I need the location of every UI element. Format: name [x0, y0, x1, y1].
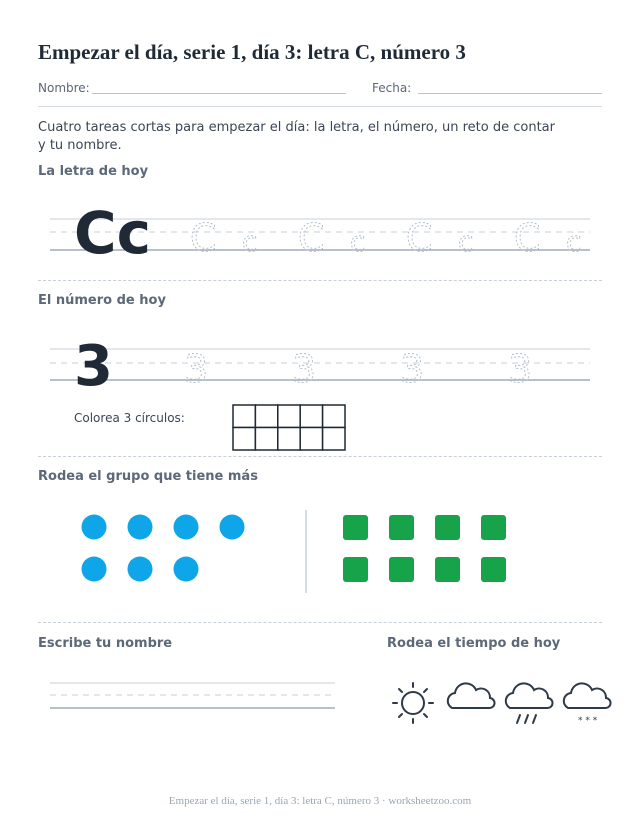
page-title: Empezar el día, serie 1, día 3: letra C, número 3: [38, 40, 466, 64]
ten-frame-cell[interactable]: [255, 428, 277, 451]
svg-text:* * *: * * *: [578, 716, 598, 726]
trace-number: 3: [400, 347, 425, 390]
number-model: 3: [74, 334, 113, 390]
section-divider-3: [38, 622, 602, 623]
color-prompt: Colorea 3 círculos:: [74, 411, 185, 425]
group-b-square: [435, 557, 460, 582]
section-divider-2: [38, 456, 602, 457]
intro-text: Cuatro tareas cortas para empezar el día: la letra, el número, un reto de contar y tu nombre.: [38, 120, 555, 153]
ten-frame-cell[interactable]: [255, 405, 277, 428]
name-heading: Escribe tu nombre: [38, 636, 173, 651]
group-a[interactable]: [82, 515, 245, 582]
compare-area: [0, 500, 640, 600]
ten-frame-cell[interactable]: [300, 428, 322, 451]
group-a-circle: [128, 515, 153, 540]
compare-heading: Rodea el grupo que tiene más: [38, 469, 258, 484]
group-a-circle: [220, 515, 245, 540]
ten-frame-cell[interactable]: [323, 428, 345, 451]
group-a-circle: [128, 557, 153, 582]
trace-letter: c: [458, 225, 474, 258]
date-label: Fecha:: [372, 81, 412, 95]
trace-letter: C: [190, 216, 217, 260]
sun-icon[interactable]: [393, 683, 433, 723]
letter-tracing-area[interactable]: [0, 195, 640, 270]
ten-frame-cell[interactable]: [233, 428, 255, 451]
trace-letter: c: [566, 225, 582, 258]
weather-heading: Rodea el tiempo de hoy: [387, 636, 561, 651]
trace-letter: C: [406, 216, 433, 260]
number-heading: El número de hoy: [38, 293, 166, 308]
letter-heading: La letra de hoy: [38, 164, 149, 179]
section-divider-1: [38, 280, 602, 281]
header-divider: [38, 106, 602, 107]
trace-letter: c: [350, 225, 366, 258]
group-b-square: [389, 557, 414, 582]
cloud-icon[interactable]: [448, 683, 495, 708]
ten-frame-cell[interactable]: [278, 428, 300, 451]
rain-cloud-icon[interactable]: [506, 683, 553, 723]
ten-frame-cell[interactable]: [300, 405, 322, 428]
ten-frame-cell[interactable]: [323, 405, 345, 428]
ten-frame[interactable]: [232, 404, 346, 452]
group-b-square: [481, 515, 506, 540]
trace-number: 3: [184, 347, 209, 390]
group-a-circle: [174, 515, 199, 540]
group-a-circle: [82, 557, 107, 582]
date-line[interactable]: [418, 93, 602, 94]
trace-letter: c: [242, 225, 258, 258]
ten-frame-cell[interactable]: [278, 405, 300, 428]
ten-frame-cell[interactable]: [233, 405, 255, 428]
group-a-circle: [174, 557, 199, 582]
group-b-square: [481, 557, 506, 582]
weather-icons: [380, 670, 620, 730]
group-b-square: [343, 557, 368, 582]
trace-letter: C: [298, 216, 325, 260]
trace-number: 3: [292, 347, 317, 390]
name-writing-area[interactable]: [0, 675, 360, 715]
name-line[interactable]: [92, 93, 346, 94]
group-a-circle: [82, 515, 107, 540]
group-b-square: [343, 515, 368, 540]
letter-model: Cc: [74, 199, 151, 267]
group-b-square: [389, 515, 414, 540]
name-label: Nombre:: [38, 81, 90, 95]
trace-number: 3: [508, 347, 533, 390]
number-tracing-area[interactable]: [0, 325, 640, 390]
group-b-square: [435, 515, 460, 540]
group-b[interactable]: [343, 515, 506, 582]
trace-letter: C: [514, 216, 541, 260]
footer-text: Empezar el día, serie 1, día 3: letra C, número 3 · worksheetzoo.com: [168, 795, 472, 807]
snow-cloud-icon[interactable]: [564, 683, 611, 726]
